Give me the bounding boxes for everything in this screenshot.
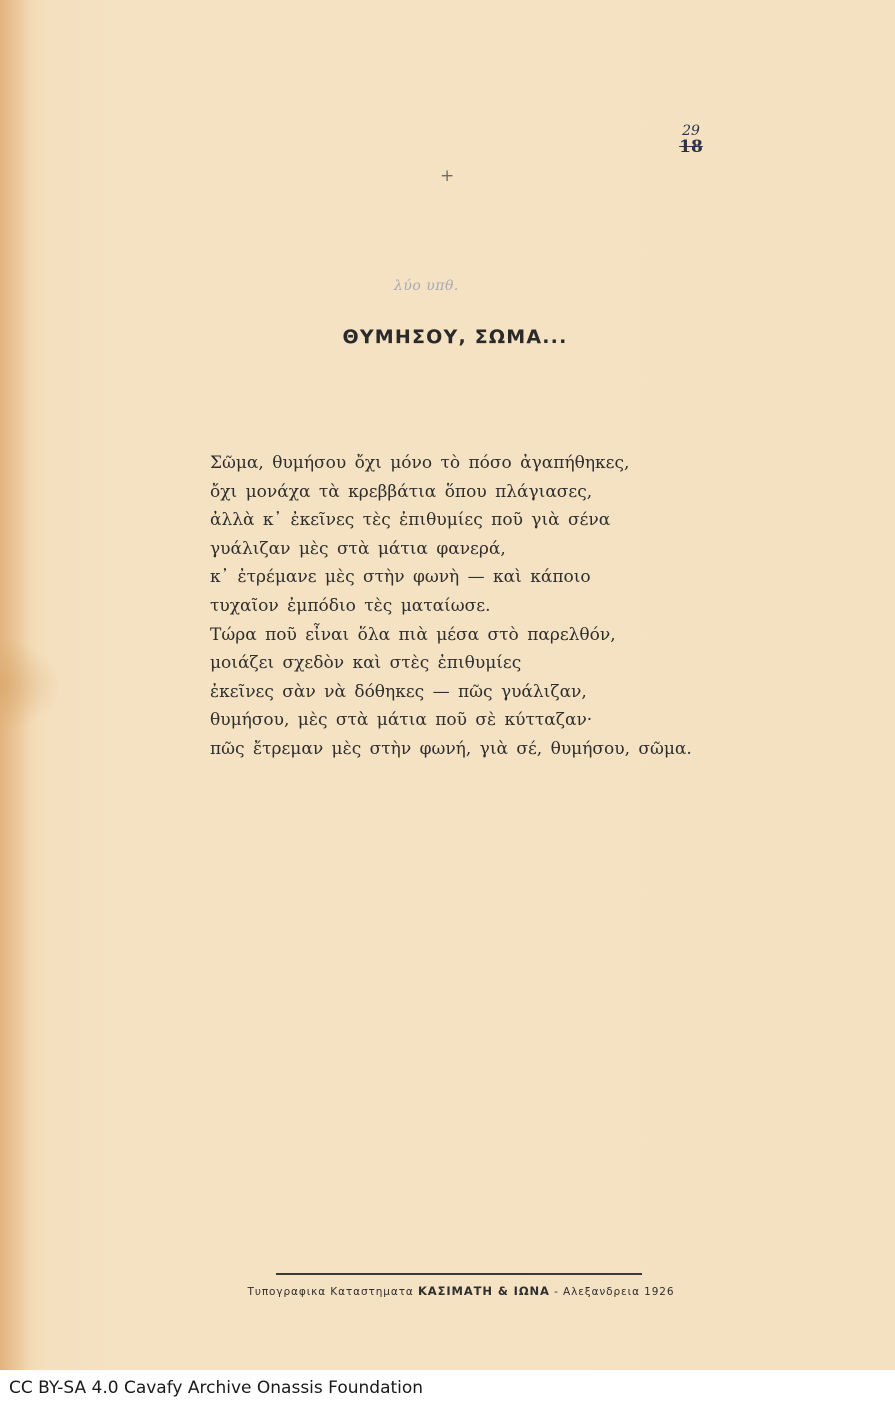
page-number bbox=[676, 124, 706, 156]
poem-line: ἀλλὰ κ᾿ ἐκεῖνες τὲς ἐπιθυμίες ποῦ γιὰ σένα bbox=[210, 510, 611, 531]
handwritten-cross-mark: + bbox=[440, 166, 455, 186]
poem-line: Σῶμα, θυμήσου ὄχι μόνο τὸ πόσο ἀγαπήθηκες, bbox=[210, 453, 630, 473]
printer-imprint bbox=[0, 1284, 895, 1298]
poem-title: ΘΥΜΗΣΟΥ, ΣΩΜΑ... bbox=[342, 326, 568, 348]
poem-line: τυχαῖον ἐμπόδιο τὲς ματαίωσε. bbox=[210, 595, 491, 616]
page-number-handwritten: 29 bbox=[682, 123, 700, 139]
poem-line: πῶς ἔτρεμαν μὲς στὴν φωνή, γιὰ σέ, θυμήσου, σῶμα. bbox=[210, 738, 692, 759]
imprint-prefix: Τυπογραφικα Καταστηματα bbox=[247, 1286, 414, 1298]
imprint-divider bbox=[276, 1273, 642, 1275]
imprint-printer: ΚΑΣΙΜΑΤΗ & ΙΩΝΑ bbox=[417, 1284, 550, 1298]
poem-line: ὄχι μονάχα τὰ κρεββάτια ὅπου πλάγιασες, bbox=[210, 481, 593, 502]
poem-line: θυμήσου, μὲς στὰ μάτια ποῦ σὲ κύτταζαν· bbox=[210, 710, 593, 731]
poem-line: μοιάζει σχεδὸν καὶ στὲς ἐπιθυμίες bbox=[210, 653, 522, 674]
page-number-struck: 18 bbox=[679, 137, 703, 157]
poem-line: κ᾿ ἐτρέμανε μὲς στὴν φωνὴ — καὶ κάποιο bbox=[210, 567, 591, 588]
imprint-suffix: - Αλεξανδρεια 1926 bbox=[554, 1286, 675, 1298]
pencil-note: λύο υπθ. bbox=[394, 278, 459, 294]
poem-line: ἐκεῖνες σὰν νὰ δόθηκες — πῶς γυάλιζαν, bbox=[210, 681, 587, 702]
poem-body bbox=[210, 449, 730, 764]
poem-line: γυάλιζαν μὲς στὰ μάτια φανερά, bbox=[210, 538, 506, 559]
poem-line: Τώρα ποῦ εἶναι ὅλα πιὰ μέσα στὸ παρελθόν, bbox=[210, 624, 616, 645]
license-credit: CC BY-SA 4.0 Cavafy Archive Onassis Foundation bbox=[9, 1378, 424, 1398]
page-stain bbox=[0, 0, 30, 1370]
